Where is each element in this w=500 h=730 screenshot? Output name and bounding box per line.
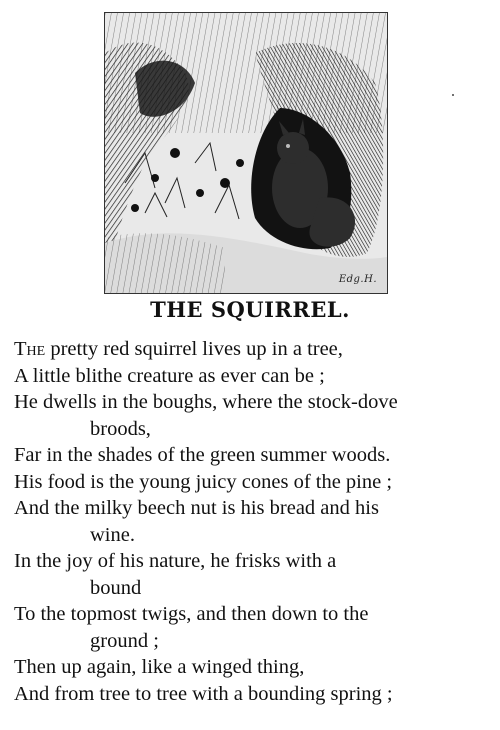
poem-title: THE SQUIRREL. bbox=[150, 297, 350, 322]
squirrel-illustration bbox=[104, 12, 388, 294]
drop-word: The bbox=[14, 338, 46, 360]
poem-line: Then up again, like a winged thing, bbox=[14, 656, 305, 678]
poem-body bbox=[14, 336, 488, 707]
poem-line-continuation: bound bbox=[90, 576, 142, 599]
poem-line: Far in the shades of the green summer woods. bbox=[14, 444, 391, 466]
poem-line: He dwells in the boughs, where the stock-dove bbox=[14, 391, 398, 413]
poem-line-text: pretty red squirrel lives up in a tree, bbox=[45, 338, 343, 360]
poem-line: His food is the young juicy cones of the pine ; bbox=[14, 470, 393, 493]
engraving-drawing bbox=[105, 13, 387, 293]
poem-line: And the milky beech nut is his bread and his bbox=[14, 497, 379, 519]
poem-line-continuation: broods, bbox=[90, 417, 151, 440]
scan-speck bbox=[452, 94, 454, 96]
artist-signature: Edg.H. bbox=[338, 274, 377, 285]
poem-line: And from tree to tree with a bounding spring ; bbox=[14, 682, 393, 705]
poem-line: To the topmost twigs, and then down to the bbox=[14, 603, 369, 625]
poem-line-continuation: wine. bbox=[90, 523, 135, 546]
poem-line-continuation: ground ; bbox=[90, 629, 159, 652]
poem-line: In the joy of his nature, he frisks with a bbox=[14, 550, 337, 572]
poem-line: A little blithe creature as ever can be ; bbox=[14, 364, 325, 387]
poem-line bbox=[14, 336, 488, 363]
